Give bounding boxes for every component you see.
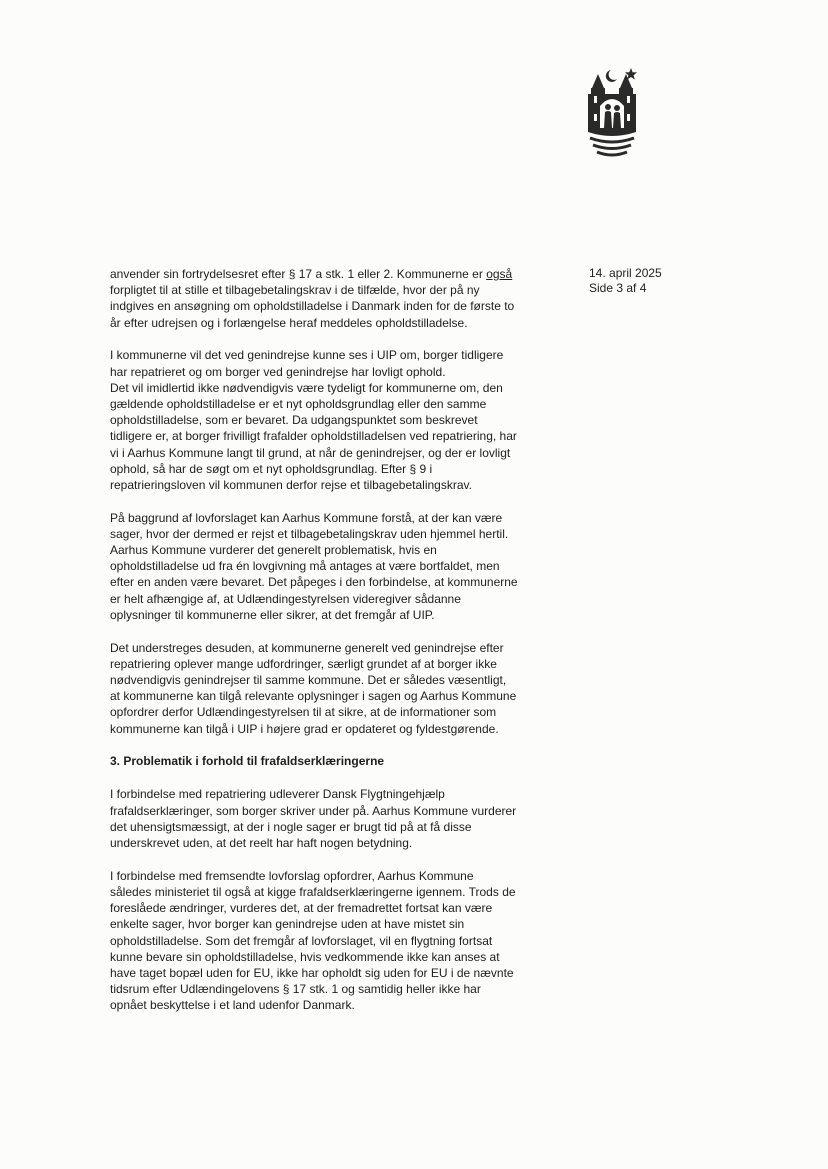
text-line: forpligtet til at stille et tilbagebetalingskrav i de tilfælde, hvor der på ny — [110, 283, 480, 298]
text-line: at kommunerne kan tilgå relevante oplysninger i sagen og Aarhus Kommune — [110, 689, 517, 704]
text-line — [110, 266, 578, 282]
text-line: foreslåede ændringer, vurderes det, at der fremadrettet fortsat kan være — [110, 901, 493, 916]
text-line: frafaldserklæringer, som borger skriver under på. Aarhus Kommune vurderer — [110, 803, 517, 818]
letter-meta — [589, 266, 662, 296]
text-line: opholdstilladelse, som er bevaret. Da udgangspunktet som beskrevet — [110, 413, 478, 428]
text-line: opholdstilladelse. Som det fremgår af lovforslaget, vil en flygtning fortsat — [110, 933, 493, 948]
text-line: gældende opholdstilladelse er et nyt opholdsgrundlag eller den samme — [110, 396, 487, 411]
text-line: opnået beskyttelse i et land udenfor Danmark. — [110, 998, 355, 1013]
text-line: har repatrieret og om borger ved genindrejse har lovligt ophold. — [110, 364, 446, 379]
paragraph-5 — [110, 786, 578, 851]
text-line: tidsrum efter Udlændingelovens § 17 stk. 1 og samtidig heller ikke har — [110, 982, 481, 997]
text-line: vi i Aarhus Kommune langt til grund, at når de genindrejser, og der er lovligt — [110, 445, 511, 460]
text-line: efter en anden være bevaret. Det påpeges i den forbindelse, at kommunerne — [110, 575, 518, 590]
text-line: På baggrund af lovforslaget kan Aarhus Kommune forstå, at der kan være — [110, 510, 503, 525]
aarhus-coat-of-arms-icon — [584, 66, 640, 162]
text-line: ophold, så har de søgt om et nyt opholdsgrundlag. Efter § 9 i — [110, 461, 433, 476]
text-line: Det understreges desuden, at kommunerne generelt ved genindrejse efter — [110, 640, 504, 655]
paragraph-6 — [110, 868, 578, 1014]
text-line: Det vil imidlertid ikke nødvendigvis være tydeligt for kommunerne om, den — [110, 380, 503, 395]
text-line: repatriering oplever mange udfordringer, særligt grundet af at borger ikke — [110, 656, 497, 671]
page-number: Side 3 af 4 — [589, 281, 647, 295]
paragraph-3 — [110, 510, 578, 623]
text-line: I forbindelse med repatriering udleverer Dansk Flygtningehjælp — [110, 787, 445, 802]
text-line-part: anvender sin fortrydelsesret efter § 17 a stk. 1 eller 2. Kommunerne er — [110, 267, 483, 281]
text-line: enkelte sager, hvor borger kan genindrejse uden at have mistet sin — [110, 917, 465, 932]
letter-body — [110, 266, 578, 1030]
text-line: indgives en ansøgning om opholdstilladelse i Danmark inden for de første to — [110, 299, 515, 314]
underlined-word: også — [486, 267, 513, 281]
section-heading: 3. Problematik i forhold til frafaldserklæringerne — [110, 754, 385, 769]
text-line: I kommunerne vil det ved genindrejse kunne ses i UIP om, borger tidligere — [110, 348, 504, 363]
text-line: kommunerne kan tilgå i UIP i højere grad er opdateret og fyldestgørende. — [110, 721, 499, 736]
text-line: nødvendigvis genindrejser til samme kommune. Det er således væsentligt, — [110, 672, 507, 687]
text-line: I forbindelse med fremsendte lovforslag opfordrer, Aarhus Kommune — [110, 868, 474, 883]
text-line: repatrieringsloven vil kommunen derfor rejse et tilbagebetalingskrav. — [110, 477, 472, 492]
text-line: opholdstilladelse ud fra én lovgivning må antages at være bortfaldet, men — [110, 559, 500, 574]
text-line: det uhensigtsmæssigt, at der i nogle sager er brugt tid på at få disse — [110, 819, 472, 834]
paragraph-2 — [110, 347, 578, 493]
text-line: opfordrer derfor Udlændingestyrelsen til at sikre, at de informationer som — [110, 705, 497, 720]
text-line: tidligere er, at borger frivilligt frafalder opholdstilladelsen ved repatriering, har — [110, 429, 517, 444]
text-line: Aarhus Kommune vurderer det generelt problematisk, hvis en — [110, 543, 437, 558]
paragraph-4 — [110, 640, 578, 737]
text-line: have taget bopæl uden for EU, ikke har opholdt sig uden for EU i de nævnte — [110, 966, 514, 981]
text-line: oplysninger til kommunerne eller sikrer, at det fremgår af UIP. — [110, 607, 435, 622]
text-line: år efter udrejsen og i forlængelse heraf meddeles opholdstilladelse. — [110, 315, 468, 330]
paragraph-1 — [110, 266, 578, 331]
text-line: kunne bevare sin opholdstilladelse, hvis vedkommende ikke kan anses at — [110, 949, 500, 964]
text-line: underskrevet uden, at det reelt har haft nogen betydning. — [110, 836, 413, 851]
text-line: således ministeriet til også at kigge frafaldserklæringerne igennem. Trods de — [110, 885, 516, 899]
text-line: sager, hvor der dermed er rejst et tilbagebetalingskrav uden hjemmel hertil. — [110, 526, 509, 541]
text-line: er helt afhængige af, at Udlændingestyrelsen videregiver sådanne — [110, 591, 461, 606]
letter-date: 14. april 2025 — [589, 266, 662, 280]
